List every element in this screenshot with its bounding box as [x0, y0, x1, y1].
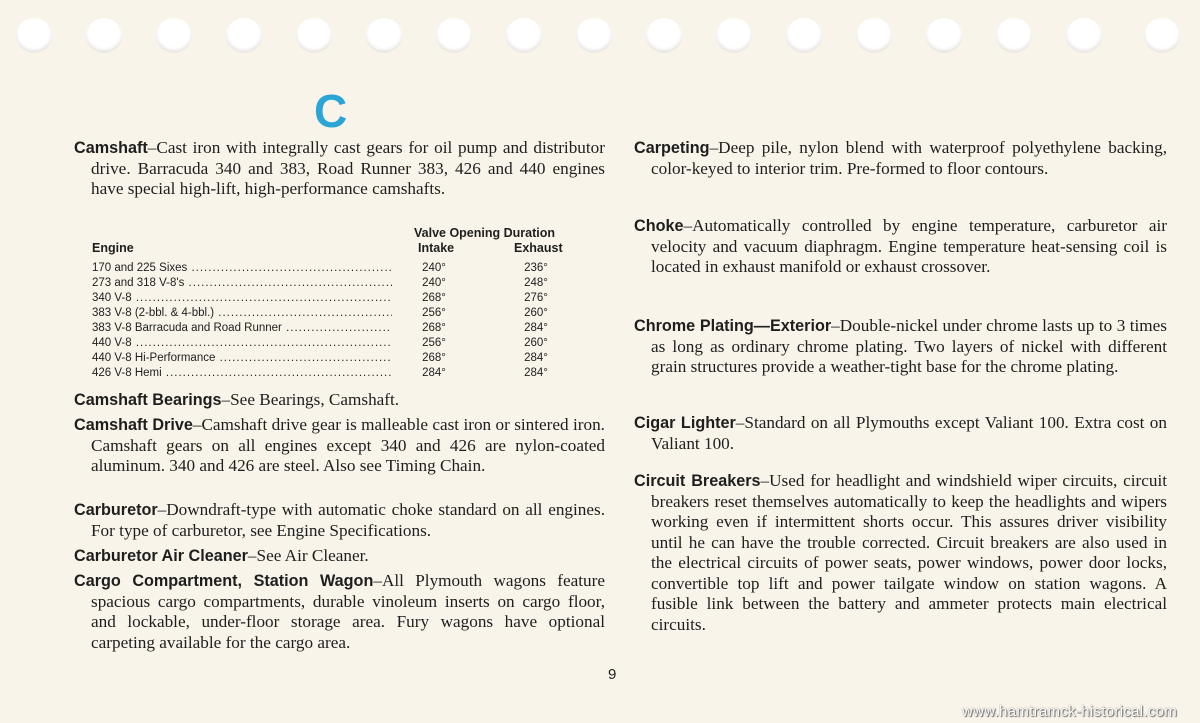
table-row [92, 276, 572, 291]
watermark-text: www.hamtramck-historical.com [962, 703, 1178, 720]
binder-hole [86, 18, 122, 52]
entry-carburetor [74, 500, 605, 541]
table-cell-intake: 268° [422, 292, 446, 304]
entry-chrome-plating [634, 316, 1167, 378]
binder-hole [576, 18, 612, 52]
entry-circuit-breakers [634, 471, 1167, 635]
table-cell-engine: 273 and 318 V-8's ..... [92, 276, 392, 291]
table-row [92, 336, 572, 351]
table-cell-engine: 440 V-8 ..... [92, 336, 392, 351]
table-cell-exhaust: 284° [524, 367, 548, 379]
entry-term: Camshaft Drive [74, 416, 193, 434]
entry-cigar-lighter [634, 413, 1167, 454]
page-number: 9 [608, 666, 617, 683]
entry-text: –Cast iron with integrally cast gears for oil pump and distributor drive. Barracuda 340 and 383, Road Runner 383, 426 and 440 engines have special high-lift, high-performance camshafts. [91, 138, 605, 198]
entry-text: –See Air Cleaner. [247, 546, 369, 565]
table-header-intake: Intake [418, 241, 455, 255]
entry-text: –Camshaft drive gear is malleable cast iron or sintered iron. Camshaft gears on all engines except 340 and 426 are nylon-coated aluminum. 340 and 426 are steel. Also see Timing Chain. [91, 415, 605, 475]
entry-term: Carburetor Air Cleaner [74, 547, 248, 565]
table-row [92, 261, 572, 276]
table-cell-engine: 440 V-8 Hi-Performance ..... [92, 351, 392, 366]
entry-text: –All Plymouth wagons feature spacious cargo compartments, durable vinoleum inserts on cargo floor, and lockable, under-floor storage area. Fury wagons have optional carpeting available for the cargo area. [91, 571, 606, 652]
binder-hole [786, 18, 822, 52]
table-cell-exhaust: 236° [524, 262, 548, 274]
entry-term: Chrome Plating—Exterior [634, 317, 832, 335]
table-cell-intake: 256° [422, 307, 446, 319]
binder-hole [156, 18, 192, 52]
table-cell-engine: 426 V-8 Hemi ..... [92, 366, 392, 381]
table-header-engine: Engine [92, 241, 134, 255]
table-cell-exhaust: 276° [524, 292, 548, 304]
table-cell-engine: 383 V-8 Barracuda and Road Runner ..... [92, 321, 392, 336]
table-cell-intake: 256° [422, 337, 446, 349]
table-row [92, 321, 572, 336]
entry-term: Camshaft [74, 139, 148, 157]
entry-text: –Deep pile, nylon blend with waterproof polyethylene backing, color-keyed to interior trim. Pre-formed to floor contours. [651, 138, 1167, 178]
entry-term: Carpeting [634, 139, 710, 157]
entry-term: Choke [634, 217, 684, 235]
entry-carburetor-air-cleaner [74, 546, 605, 567]
table-cell-exhaust: 260° [524, 337, 548, 349]
entry-text: –See Bearings, Camshaft. [221, 390, 400, 409]
table-cell-engine: 170 and 225 Sixes ..... [92, 261, 392, 276]
table-row [92, 306, 572, 321]
binder-hole [646, 18, 682, 52]
entry-term: Carburetor [74, 501, 158, 519]
entry-term: Cargo Compartment, Station Wagon [74, 572, 374, 590]
table-cell-exhaust: 284° [524, 322, 548, 334]
table-cell-exhaust: 248° [524, 277, 548, 289]
table-row [92, 366, 572, 381]
binder-hole [996, 18, 1032, 52]
entry-camshaft [74, 138, 605, 200]
entry-choke [634, 216, 1167, 278]
entry-text: –Standard on all Plymouths except Valiant 100. Extra cost on Valiant 100. [651, 413, 1167, 453]
table-cell-intake: 240° [422, 262, 446, 274]
entry-cargo-compartment [74, 571, 605, 653]
binder-hole [366, 18, 402, 52]
binder-hole [716, 18, 752, 52]
binder-hole [436, 18, 472, 52]
binder-hole [856, 18, 892, 52]
table-row [92, 351, 572, 366]
entry-camshaft-bearings [74, 390, 605, 411]
binder-hole [226, 18, 262, 52]
entry-text: –Used for headlight and windshield wiper circuits, circuit breakers reset themselves automatically to keep the headlights and wipers working even if intermittent shorts occur. This assures driver visibility until he can have the trouble corrected. Circuit breakers are also used in the electrical circuits of power seats, power windows, power door locks, convertible top lift and power tailgate window on station wagons. A fusible link between the battery and ammeter protects main electrical circuits. [651, 471, 1167, 634]
table-group-header: Valve Opening Duration [414, 226, 555, 240]
binder-hole [16, 18, 52, 52]
table-cell-exhaust: 284° [524, 352, 548, 364]
table-cell-intake: 240° [422, 277, 446, 289]
table-cell-intake: 268° [422, 322, 446, 334]
entry-term: Circuit Breakers [634, 472, 761, 490]
entry-carpeting [634, 138, 1167, 179]
table-cell-exhaust: 260° [524, 307, 548, 319]
table-cell-engine: 383 V-8 (2-bbl. & 4-bbl.) ..... [92, 306, 392, 321]
table-row [92, 291, 572, 306]
binder-hole [296, 18, 332, 52]
binder-hole [926, 18, 962, 52]
table-cell-engine: 340 V-8 ..... [92, 291, 392, 306]
table-header-exhaust: Exhaust [514, 241, 563, 255]
entry-text: –Downdraft-type with automatic choke standard on all engines. For type of carburetor, see Engine Specifications. [91, 500, 605, 540]
entry-camshaft-drive [74, 415, 605, 477]
binder-hole [1144, 18, 1180, 52]
table-cell-intake: 284° [422, 367, 446, 379]
binder-hole [1066, 18, 1102, 52]
entry-text: –Double-nickel under chrome lasts up to 3 times as long as ordinary chrome plating. Two layers of nickel with different grain structures provide a weather-tight base for the chrome plating. [651, 316, 1167, 376]
entry-text: –Automatically controlled by engine temperature, carburetor air velocity and vacuum diaphragm. Engine temperature heat-sensing coil is located in exhaust manifold or exhaust crossover. [651, 216, 1167, 276]
section-letter: C [314, 85, 348, 137]
entry-term: Cigar Lighter [634, 414, 736, 432]
table-cell-intake: 268° [422, 352, 446, 364]
entry-term: Camshaft Bearings [74, 391, 222, 409]
binder-hole [506, 18, 542, 52]
